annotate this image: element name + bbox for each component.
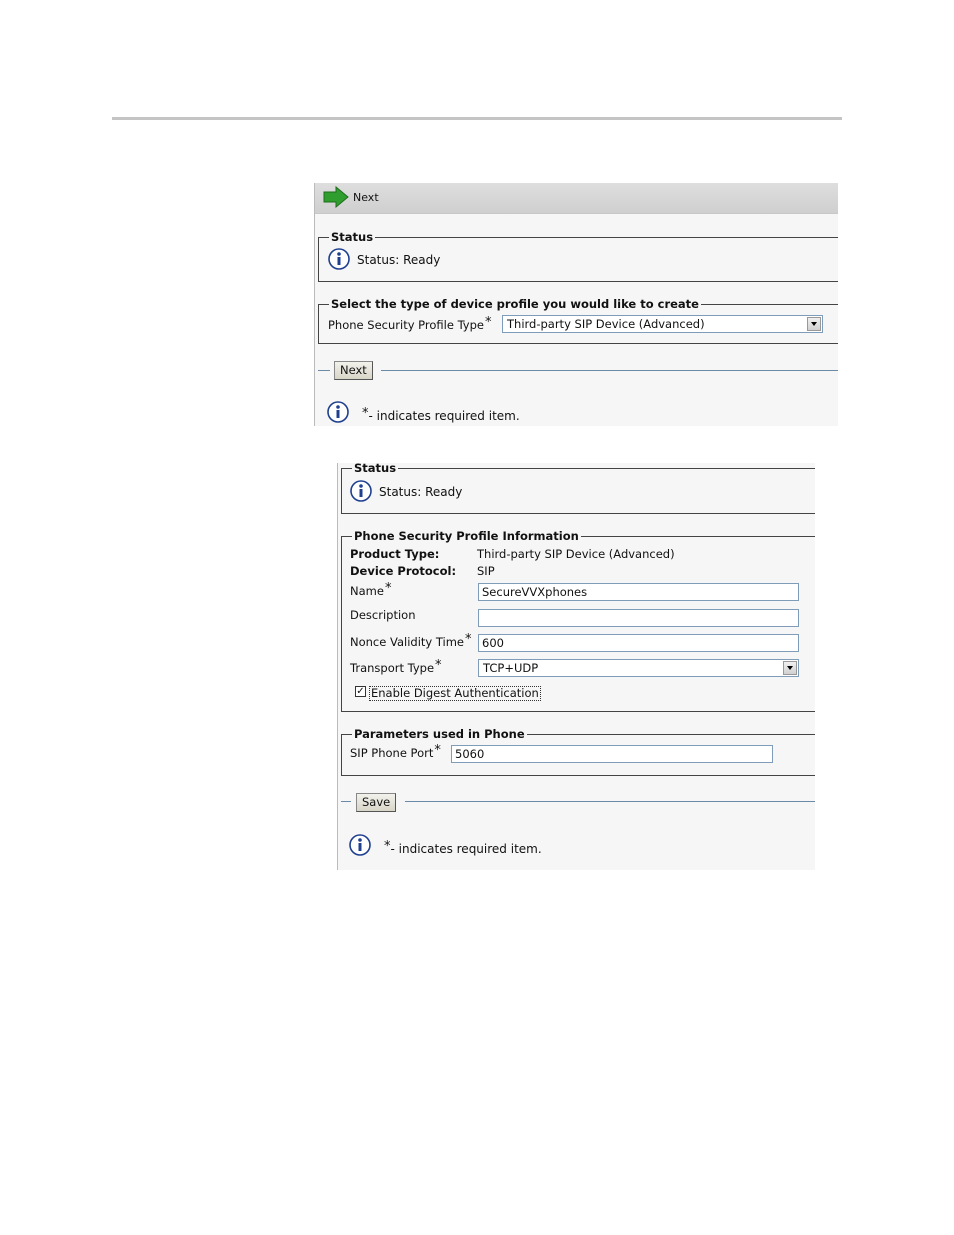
phone-params-legend: Parameters used in Phone (354, 727, 525, 741)
toolbar-next-label: Next (353, 190, 379, 204)
nonce-input[interactable]: 600 (478, 634, 799, 652)
product-type-value: Third-party SIP Device (Advanced) (477, 547, 675, 561)
divider (405, 801, 815, 802)
status-fieldset (341, 463, 815, 514)
profile-type-select[interactable]: Third-party SIP Device (Advanced) (502, 315, 823, 333)
toolbar (315, 183, 838, 214)
status-text: Status: Ready (379, 485, 463, 499)
toolbar-next-button[interactable] (323, 185, 379, 209)
divider (318, 370, 330, 371)
profile-config-panel (337, 463, 815, 870)
status-fieldset (318, 230, 838, 282)
required-note: *- indicates required item. (362, 406, 520, 423)
device-type-fieldset (318, 297, 838, 344)
page-header-rule (112, 117, 842, 120)
profile-info-legend: Phone Security Profile Information (354, 529, 579, 543)
info-icon (327, 401, 349, 423)
product-type-label: Product Type: (350, 547, 440, 561)
next-button[interactable]: Next (334, 361, 373, 380)
chevron-down-icon[interactable] (807, 317, 821, 331)
sip-port-label: SIP Phone Port* (350, 743, 441, 760)
next-arrow-icon (323, 186, 349, 208)
description-label: Description (350, 608, 416, 622)
name-input[interactable]: SecureVVXphones (478, 583, 799, 601)
profile-type-label: Phone Security Profile Type* (328, 315, 492, 332)
digest-checkbox[interactable]: ✓ (356, 686, 365, 697)
device-type-legend: Select the type of device profile you would like to create (331, 297, 699, 311)
required-note: *- indicates required item. (384, 839, 542, 856)
chevron-down-icon[interactable] (783, 661, 797, 675)
digest-label[interactable]: Enable Digest Authentication (371, 686, 539, 700)
status-legend: Status (331, 230, 374, 244)
nonce-label: Nonce Validity Time* (350, 632, 472, 649)
divider (381, 370, 838, 371)
profile-info-fieldset (341, 529, 815, 712)
sip-port-input[interactable]: 5060 (451, 745, 773, 763)
transport-label: Transport Type* (350, 658, 442, 675)
save-button[interactable]: Save (356, 793, 396, 812)
device-protocol-label: Device Protocol: (350, 564, 457, 578)
info-icon (328, 248, 350, 270)
status-legend: Status (354, 463, 397, 475)
info-icon (349, 834, 371, 856)
info-icon (350, 480, 372, 502)
divider (341, 801, 351, 802)
device-protocol-value: SIP (477, 564, 495, 578)
name-label: Name* (350, 581, 392, 598)
description-input[interactable] (478, 609, 799, 627)
transport-select[interactable]: TCP+UDP (478, 659, 799, 677)
status-text: Status: Ready (357, 253, 441, 267)
add-profile-panel (314, 183, 838, 426)
phone-params-fieldset (341, 727, 815, 776)
